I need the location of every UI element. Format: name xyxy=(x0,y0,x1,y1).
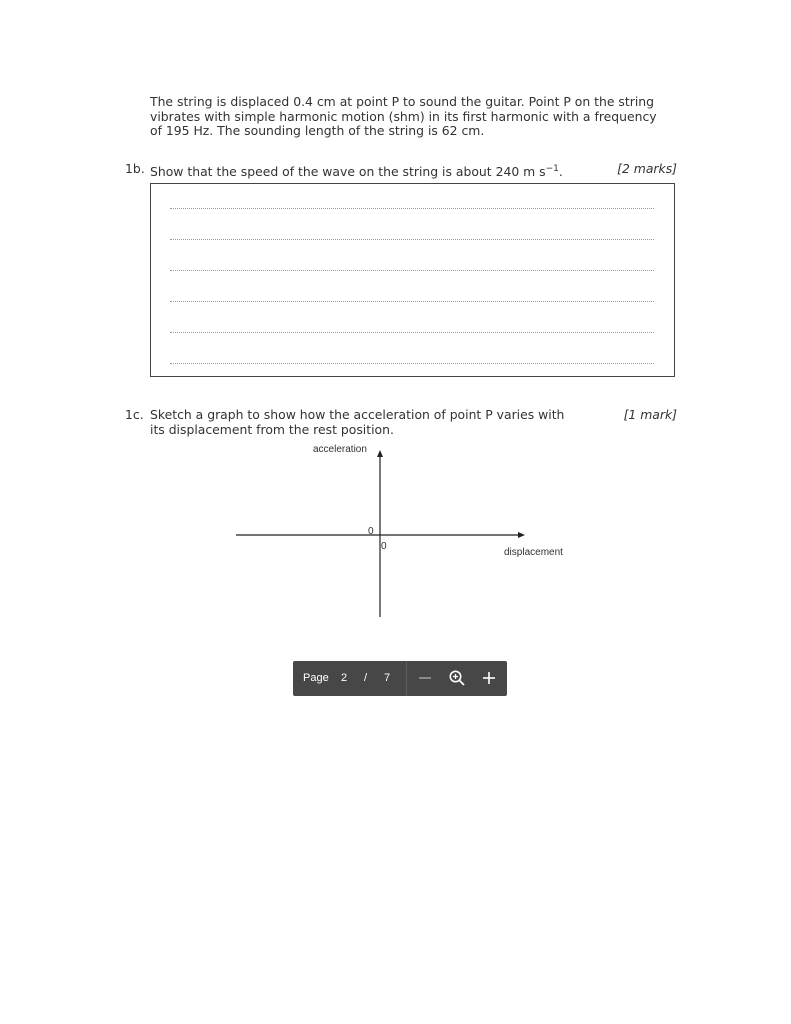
question-number: 1b. xyxy=(125,161,145,176)
y-axis-label: acceleration xyxy=(313,444,367,455)
marks-label: [1 mark] xyxy=(623,407,677,422)
plus-icon xyxy=(477,666,501,690)
question-text-end: . xyxy=(558,164,563,180)
x-axis-arrow xyxy=(518,532,525,538)
intro-line: of 195 Hz. The sounding length of the string is 62 cm. xyxy=(150,123,485,138)
marks-label: [2 marks] xyxy=(617,161,677,176)
question-text-main: Show that the speed of the wave on the string is about 240 m s xyxy=(150,164,546,180)
current-page-input[interactable]: 2 xyxy=(341,672,348,684)
fit-zoom-button[interactable] xyxy=(445,666,469,690)
unit-exponent: −1 xyxy=(545,164,559,174)
zoom-icon xyxy=(445,666,469,690)
question-text-line: Sketch a graph to show how the acceleration of point P varies with xyxy=(150,407,565,422)
intro-line: vibrates with simple harmonic motion (shm) in its first harmonic with a frequency xyxy=(150,108,657,124)
page-label: Page xyxy=(303,672,329,684)
toolbar-divider xyxy=(406,661,407,696)
question-number: 1c. xyxy=(125,407,144,422)
pdf-page-toolbar xyxy=(293,661,507,696)
zoom-in-button[interactable] xyxy=(477,666,501,690)
minus-icon xyxy=(413,666,437,690)
page-separator: / xyxy=(364,672,368,684)
question-text-line: its displacement from the rest position. xyxy=(150,421,394,437)
y-axis-arrow xyxy=(377,450,383,457)
origin-y-label: 0 xyxy=(368,526,374,537)
total-pages: 7 xyxy=(384,672,391,684)
x-axis-label: displacement xyxy=(504,547,563,558)
origin-x-label: 0 xyxy=(381,541,387,552)
intro-line: The string is displaced 0.4 cm at point P to sound the guitar. Point P on the string xyxy=(150,94,655,109)
zoom-out-button[interactable] xyxy=(413,666,437,690)
